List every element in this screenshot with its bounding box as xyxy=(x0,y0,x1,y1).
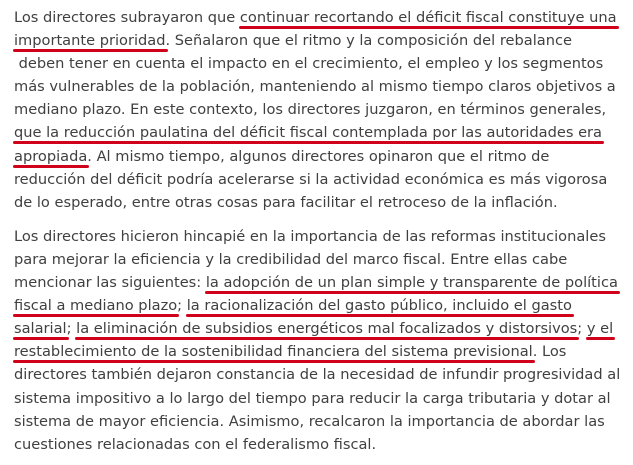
text-segment: Los directores subrayaron que xyxy=(14,9,240,26)
text-segment: ; xyxy=(177,297,187,315)
underlined-text-segment: y el xyxy=(586,320,614,338)
text-segment: directores también dejaron constancia de la necesidad de infundir progresividad al xyxy=(14,366,621,384)
text-segment: sistema impositivo a lo largo del tiempo para reducir la carga tributaria y dotar al xyxy=(14,389,611,407)
text-line xyxy=(14,52,626,75)
text-line xyxy=(14,317,626,340)
text-segment: sistema de mayor eficiencia. Asimismo, recalcaron la importancia de abordar las xyxy=(14,412,605,430)
underlined-text-segment: la eliminación de subsidios energéticos mal focalizados y distorsivos xyxy=(76,320,578,338)
paragraph xyxy=(14,225,626,456)
text-segment: más vulnerables de la población, manteniendo al mismo tiempo claros objetivos a xyxy=(14,78,616,96)
text-line xyxy=(14,6,626,29)
text-line xyxy=(14,271,626,294)
underlined-text-segment: fiscal a mediano plazo xyxy=(14,297,178,315)
underlined-text-segment: apropiada xyxy=(14,147,88,165)
text-segment: . Señalaron que el ritmo y la composición del rebalance xyxy=(165,32,572,50)
text-line xyxy=(14,225,626,248)
text-segment: deben tener en cuenta el impacto en el crecimiento, el empleo y los segmentos xyxy=(14,55,604,73)
text-segment: para mejorar la eficiencia y la credibilidad del marco fiscal. Entre ellas cabe xyxy=(14,250,568,268)
text-segment: . Los xyxy=(532,343,567,361)
underlined-text-segment: continuar recortando el déficit fiscal constituye una xyxy=(239,9,617,26)
text-line xyxy=(14,168,626,191)
underlined-text-segment: salarial xyxy=(14,320,67,338)
text-line xyxy=(14,387,626,410)
text-segment: cuestiones relacionadas con el federalismo fiscal. xyxy=(14,435,377,453)
text-segment: mencionar las siguientes: xyxy=(14,274,206,292)
text-line xyxy=(14,145,626,168)
text-segment: mediano plazo. En este contexto, los directores juzgaron, en términos generales, xyxy=(14,101,607,119)
text-line xyxy=(14,363,626,386)
text-line xyxy=(14,433,626,456)
underlined-text-segment: importante prioridad xyxy=(14,32,166,50)
document-body xyxy=(14,6,626,456)
underlined-text-segment: que la reducción paulatina del déficit fiscal contemplada por las autoridades era xyxy=(14,124,602,142)
text-segment: Los directores hicieron hincapié en la importancia de las reformas institucionales xyxy=(14,227,606,245)
text-line xyxy=(14,340,626,363)
text-segment: de lo esperado, entre otras cosas para facilitar el retroceso de la inflación. xyxy=(14,193,558,211)
underlined-text-segment: restablecimiento de la sostenibilidad financiera del sistema previsional xyxy=(14,343,533,361)
text-segment: ; xyxy=(66,320,77,338)
underlined-text-segment: la racionalización del gasto público, incluido el gasto xyxy=(186,297,572,315)
text-line xyxy=(14,294,626,317)
text-segment: ; xyxy=(577,320,587,338)
text-line xyxy=(14,191,626,214)
text-segment: reducción del déficit podría acelerarse si la actividad económica es más vigorosa xyxy=(14,170,608,188)
text-line xyxy=(14,410,626,433)
text-line xyxy=(14,121,626,144)
text-line xyxy=(14,75,626,98)
text-line xyxy=(14,248,626,271)
text-line xyxy=(14,98,626,121)
paragraph xyxy=(14,6,626,214)
text-segment: . Al mismo tiempo, algunos directores opinaron que el ritmo de xyxy=(87,147,550,165)
underlined-text-segment: la adopción de un plan simple y transparente de política xyxy=(205,274,618,292)
text-line xyxy=(14,29,626,52)
